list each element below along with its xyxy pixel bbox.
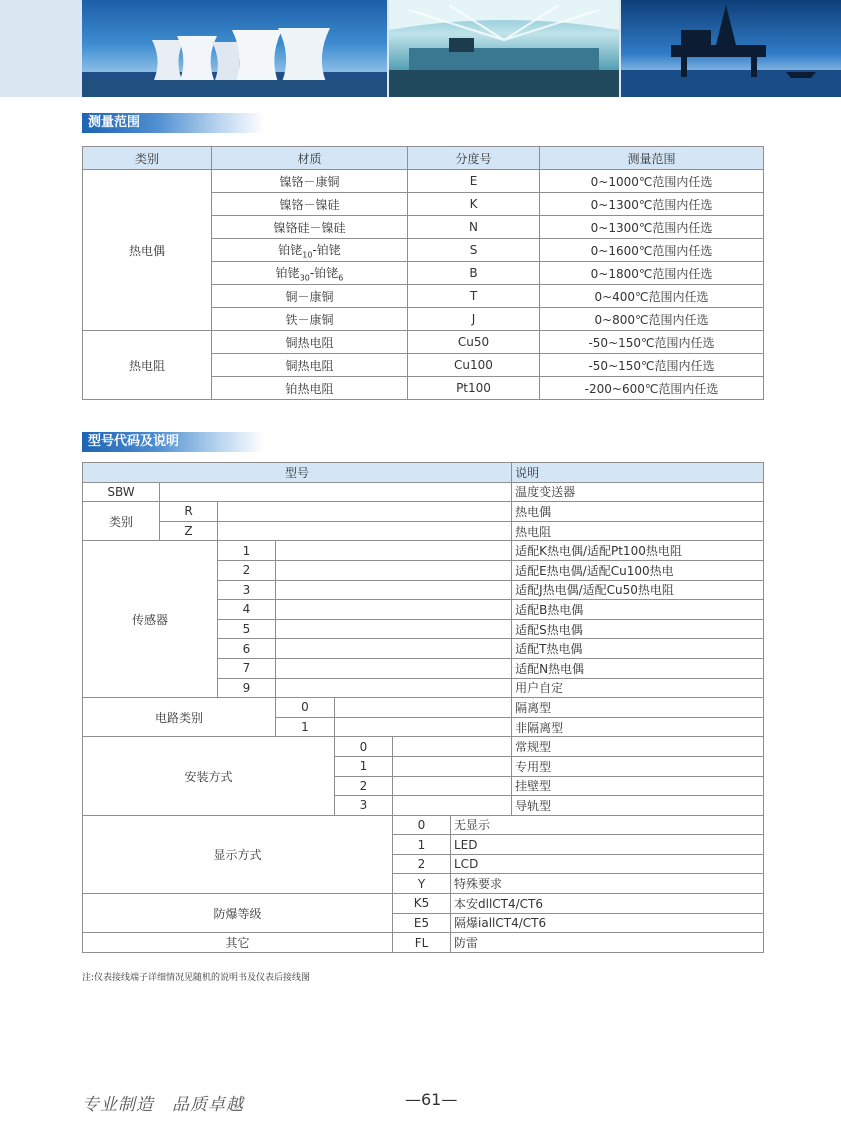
desc-cell: 适配K热电偶/适配Pt100热电阻 <box>512 541 764 561</box>
desc-cell: 隔爆iallCT4/CT6 <box>451 913 764 933</box>
table-header-row <box>83 147 764 170</box>
cell-material: 铂热电阻 <box>212 377 408 400</box>
table-row <box>83 541 764 561</box>
code-cell: E5 <box>393 913 451 933</box>
code-cell: 3 <box>335 796 393 816</box>
label-other: 其它 <box>83 933 393 953</box>
desc-cell: 适配J热电偶/适配Cu50热电阻 <box>512 580 764 600</box>
model-code-table <box>82 462 764 953</box>
desc-cell: LCD <box>451 854 764 874</box>
code-cell: 4 <box>218 600 276 620</box>
cell-material: 铂铑$_{10}$-铂铑 <box>212 239 408 262</box>
header-desc: 说明 <box>512 463 764 483</box>
desc-cell: 适配T热电偶 <box>512 639 764 659</box>
cell-material: 铜－康铜 <box>212 285 408 308</box>
footnote: 注:仪表接线端子详细情况见随机的说明书及仪表后接线图 <box>82 973 311 983</box>
desc-cell: 适配E热电偶/适配Cu100热电 <box>512 560 764 580</box>
oil-platform-photo <box>621 0 841 97</box>
code-cell: R <box>160 502 218 522</box>
cell-index: S <box>408 239 540 262</box>
desc-cell: 专用型 <box>512 756 764 776</box>
cell-index: E <box>408 170 540 193</box>
code-cell: 9 <box>218 678 276 698</box>
desc-cell: 防雷 <box>451 933 764 953</box>
group-rtd: 热电阻 <box>83 331 212 400</box>
cell-index: K <box>408 193 540 216</box>
desc-cell: 适配N热电偶 <box>512 658 764 678</box>
desc-cell: 特殊要求 <box>451 874 764 894</box>
cell-range: 0~1800℃范围内任选 <box>540 262 764 285</box>
code-cell: 0 <box>276 698 335 718</box>
label-sensor: 传感器 <box>83 541 218 698</box>
desc-cell: 导轨型 <box>512 796 764 816</box>
table-row <box>83 698 764 718</box>
control-room-photo <box>389 0 619 97</box>
cell-range: -50~150℃范围内任选 <box>540 354 764 377</box>
label-display: 显示方式 <box>83 815 393 893</box>
table-row <box>83 502 764 522</box>
cell-range: 0~400℃范围内任选 <box>540 285 764 308</box>
desc-cell: 适配B热电偶 <box>512 600 764 620</box>
code-cell: 2 <box>393 854 451 874</box>
desc-cell: 非隔离型 <box>512 717 764 737</box>
code-cell: 3 <box>218 580 276 600</box>
table-row <box>83 521 764 541</box>
table-row <box>83 815 764 835</box>
code-cell: 6 <box>218 639 276 659</box>
label-explosion: 防爆等级 <box>83 894 393 933</box>
group-thermocouple: 热电偶 <box>83 170 212 331</box>
code-sbw: SBW <box>83 482 160 502</box>
cell-material: 铜热电阻 <box>212 331 408 354</box>
label-circuit: 电路类别 <box>83 698 276 737</box>
code-cell: 1 <box>335 756 393 776</box>
code-cell: 7 <box>218 658 276 678</box>
cell-index: Cu100 <box>408 354 540 377</box>
table-header-row <box>83 463 764 483</box>
cell-range: 0~800℃范围内任选 <box>540 308 764 331</box>
table-row <box>83 170 764 193</box>
cell-material: 铂铑$_{30}$-铂铑$_6$ <box>212 262 408 285</box>
header-index: 分度号 <box>408 147 540 170</box>
cell-range: 0~1300℃范围内任选 <box>540 193 764 216</box>
code-cell: 2 <box>335 776 393 796</box>
table-row <box>83 933 764 953</box>
cell-range: 0~1300℃范围内任选 <box>540 216 764 239</box>
label-category: 类别 <box>83 502 160 541</box>
desc-cell: 热电阻 <box>512 521 764 541</box>
cell-index: B <box>408 262 540 285</box>
code-cell: Y <box>393 874 451 894</box>
cell-index: N <box>408 216 540 239</box>
table-row <box>83 331 764 354</box>
desc-cell: 挂壁型 <box>512 776 764 796</box>
code-cell: Z <box>160 521 218 541</box>
cell-material: 铜热电阻 <box>212 354 408 377</box>
cell-material: 镍铬－康铜 <box>212 170 408 193</box>
cell-material: 镍铬硅－镍硅 <box>212 216 408 239</box>
desc-cell: 隔离型 <box>512 698 764 718</box>
table-row <box>83 737 764 757</box>
cooling-towers-photo <box>82 0 387 97</box>
cell-index: Cu50 <box>408 331 540 354</box>
desc-cell: 热电偶 <box>512 502 764 522</box>
header-banner <box>0 0 841 97</box>
header-material: 材质 <box>212 147 408 170</box>
code-cell: 1 <box>218 541 276 561</box>
cell-index: J <box>408 308 540 331</box>
desc-cell: 无显示 <box>451 815 764 835</box>
code-cell: 1 <box>393 835 451 855</box>
header-category: 类别 <box>83 147 212 170</box>
label-mount: 安装方式 <box>83 737 335 815</box>
table-row <box>83 894 764 914</box>
code-cell: 0 <box>335 737 393 757</box>
section-title-model: 型号代码及说明 <box>82 432 264 452</box>
desc-sbw: 温度变送器 <box>512 482 764 502</box>
desc-cell: 常规型 <box>512 737 764 757</box>
section-title-range: 测量范围 <box>82 113 264 133</box>
header-model: 型号 <box>83 463 512 483</box>
cell-material: 铁－康铜 <box>212 308 408 331</box>
code-cell: 5 <box>218 619 276 639</box>
desc-cell: LED <box>451 835 764 855</box>
cell-index: Pt100 <box>408 377 540 400</box>
cell-range: -50~150℃范围内任选 <box>540 331 764 354</box>
cell-material: 镍铬－镍硅 <box>212 193 408 216</box>
desc-cell: 适配S热电偶 <box>512 619 764 639</box>
code-cell: 1 <box>276 717 335 737</box>
code-cell: FL <box>393 933 451 953</box>
cell-index: T <box>408 285 540 308</box>
cell-range: 0~1000℃范围内任选 <box>540 170 764 193</box>
code-cell: 0 <box>393 815 451 835</box>
footer-slogan: 专业制造 品质卓越 <box>82 1095 244 1115</box>
desc-cell: 本安dllCT4/CT6 <box>451 894 764 914</box>
cell-range: 0~1600℃范围内任选 <box>540 239 764 262</box>
page-number: —61— <box>405 1090 458 1109</box>
cell-range: -200~600℃范围内任选 <box>540 377 764 400</box>
desc-cell: 用户自定 <box>512 678 764 698</box>
code-cell: K5 <box>393 894 451 914</box>
measurement-range-table <box>82 146 764 400</box>
code-cell: 2 <box>218 560 276 580</box>
header-range: 测量范围 <box>540 147 764 170</box>
table-row <box>83 482 764 502</box>
